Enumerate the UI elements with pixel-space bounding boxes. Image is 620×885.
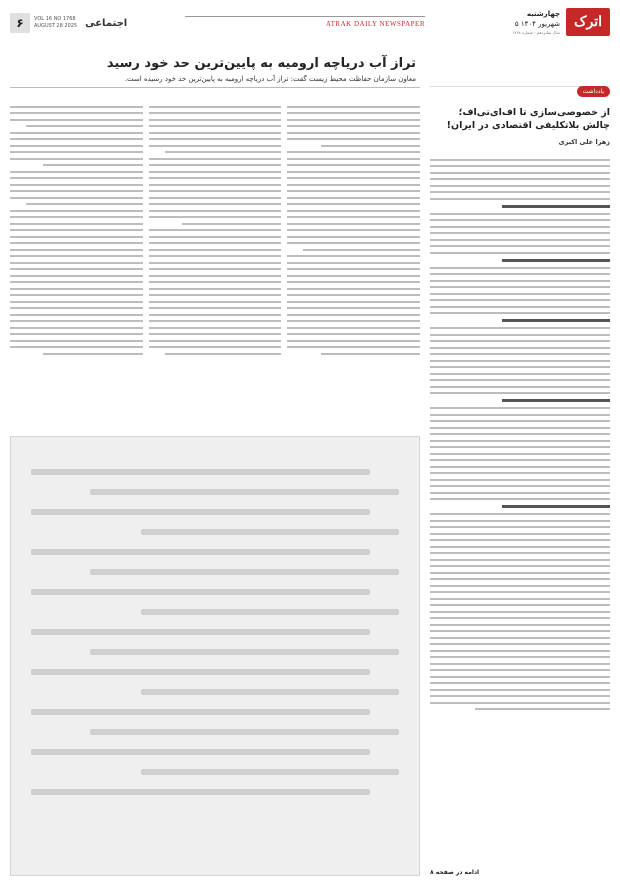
body-column (287, 101, 420, 419)
article-lead: معاون سازمان حفاظت محیط زیست گفت: تراز آب دریاچه ارومیه به پایین‌ترین حد خود رسیده است. (124, 75, 416, 83)
body-column (10, 101, 143, 419)
author-name: زهرا علی اکبری (558, 138, 610, 146)
page-number: ۶ (10, 13, 30, 33)
blurred-content (31, 455, 399, 857)
weekday: چهارشنبه (526, 10, 560, 18)
volume-info (34, 16, 77, 30)
main-article (10, 46, 420, 876)
section-badge: یادداشت (577, 86, 610, 97)
english-date: AUGUST 28 2025 (34, 23, 78, 29)
issue-meta: سال شانزدهم - شماره ۱۷۶۸ (512, 30, 560, 35)
section-name: اجتماعی (85, 17, 128, 29)
page-header (10, 8, 610, 38)
divider (10, 87, 420, 88)
persian-date: ۵ شهریور ۱۴۰۴ (514, 20, 560, 28)
header-right (440, 8, 610, 38)
sidebar-title[interactable]: از خصوصی‌سازی تا اف‌ای‌تی‌اف؛ چالش بلاتکلیفی اقتصادی در ایران! (446, 107, 610, 131)
header-left (10, 13, 170, 33)
volume-number: VOL 16 NO 1768 (34, 16, 76, 22)
newspaper-logo: اترک (566, 8, 610, 36)
article-title[interactable]: تراز آب دریاچه ارومیه به پایین‌ترین حد خود رسید (106, 56, 416, 71)
blurred-advertisement (10, 436, 420, 876)
newspaper-english-name: ATRAK DAILY NEWSPAPER (185, 16, 425, 28)
sidebar-top (430, 46, 610, 87)
article-body (10, 101, 420, 419)
sidebar-article (430, 46, 610, 876)
sidebar-body (430, 154, 610, 864)
continued-on-page[interactable]: ادامه در صفحه ۸ (430, 869, 480, 876)
body-column (149, 101, 282, 419)
